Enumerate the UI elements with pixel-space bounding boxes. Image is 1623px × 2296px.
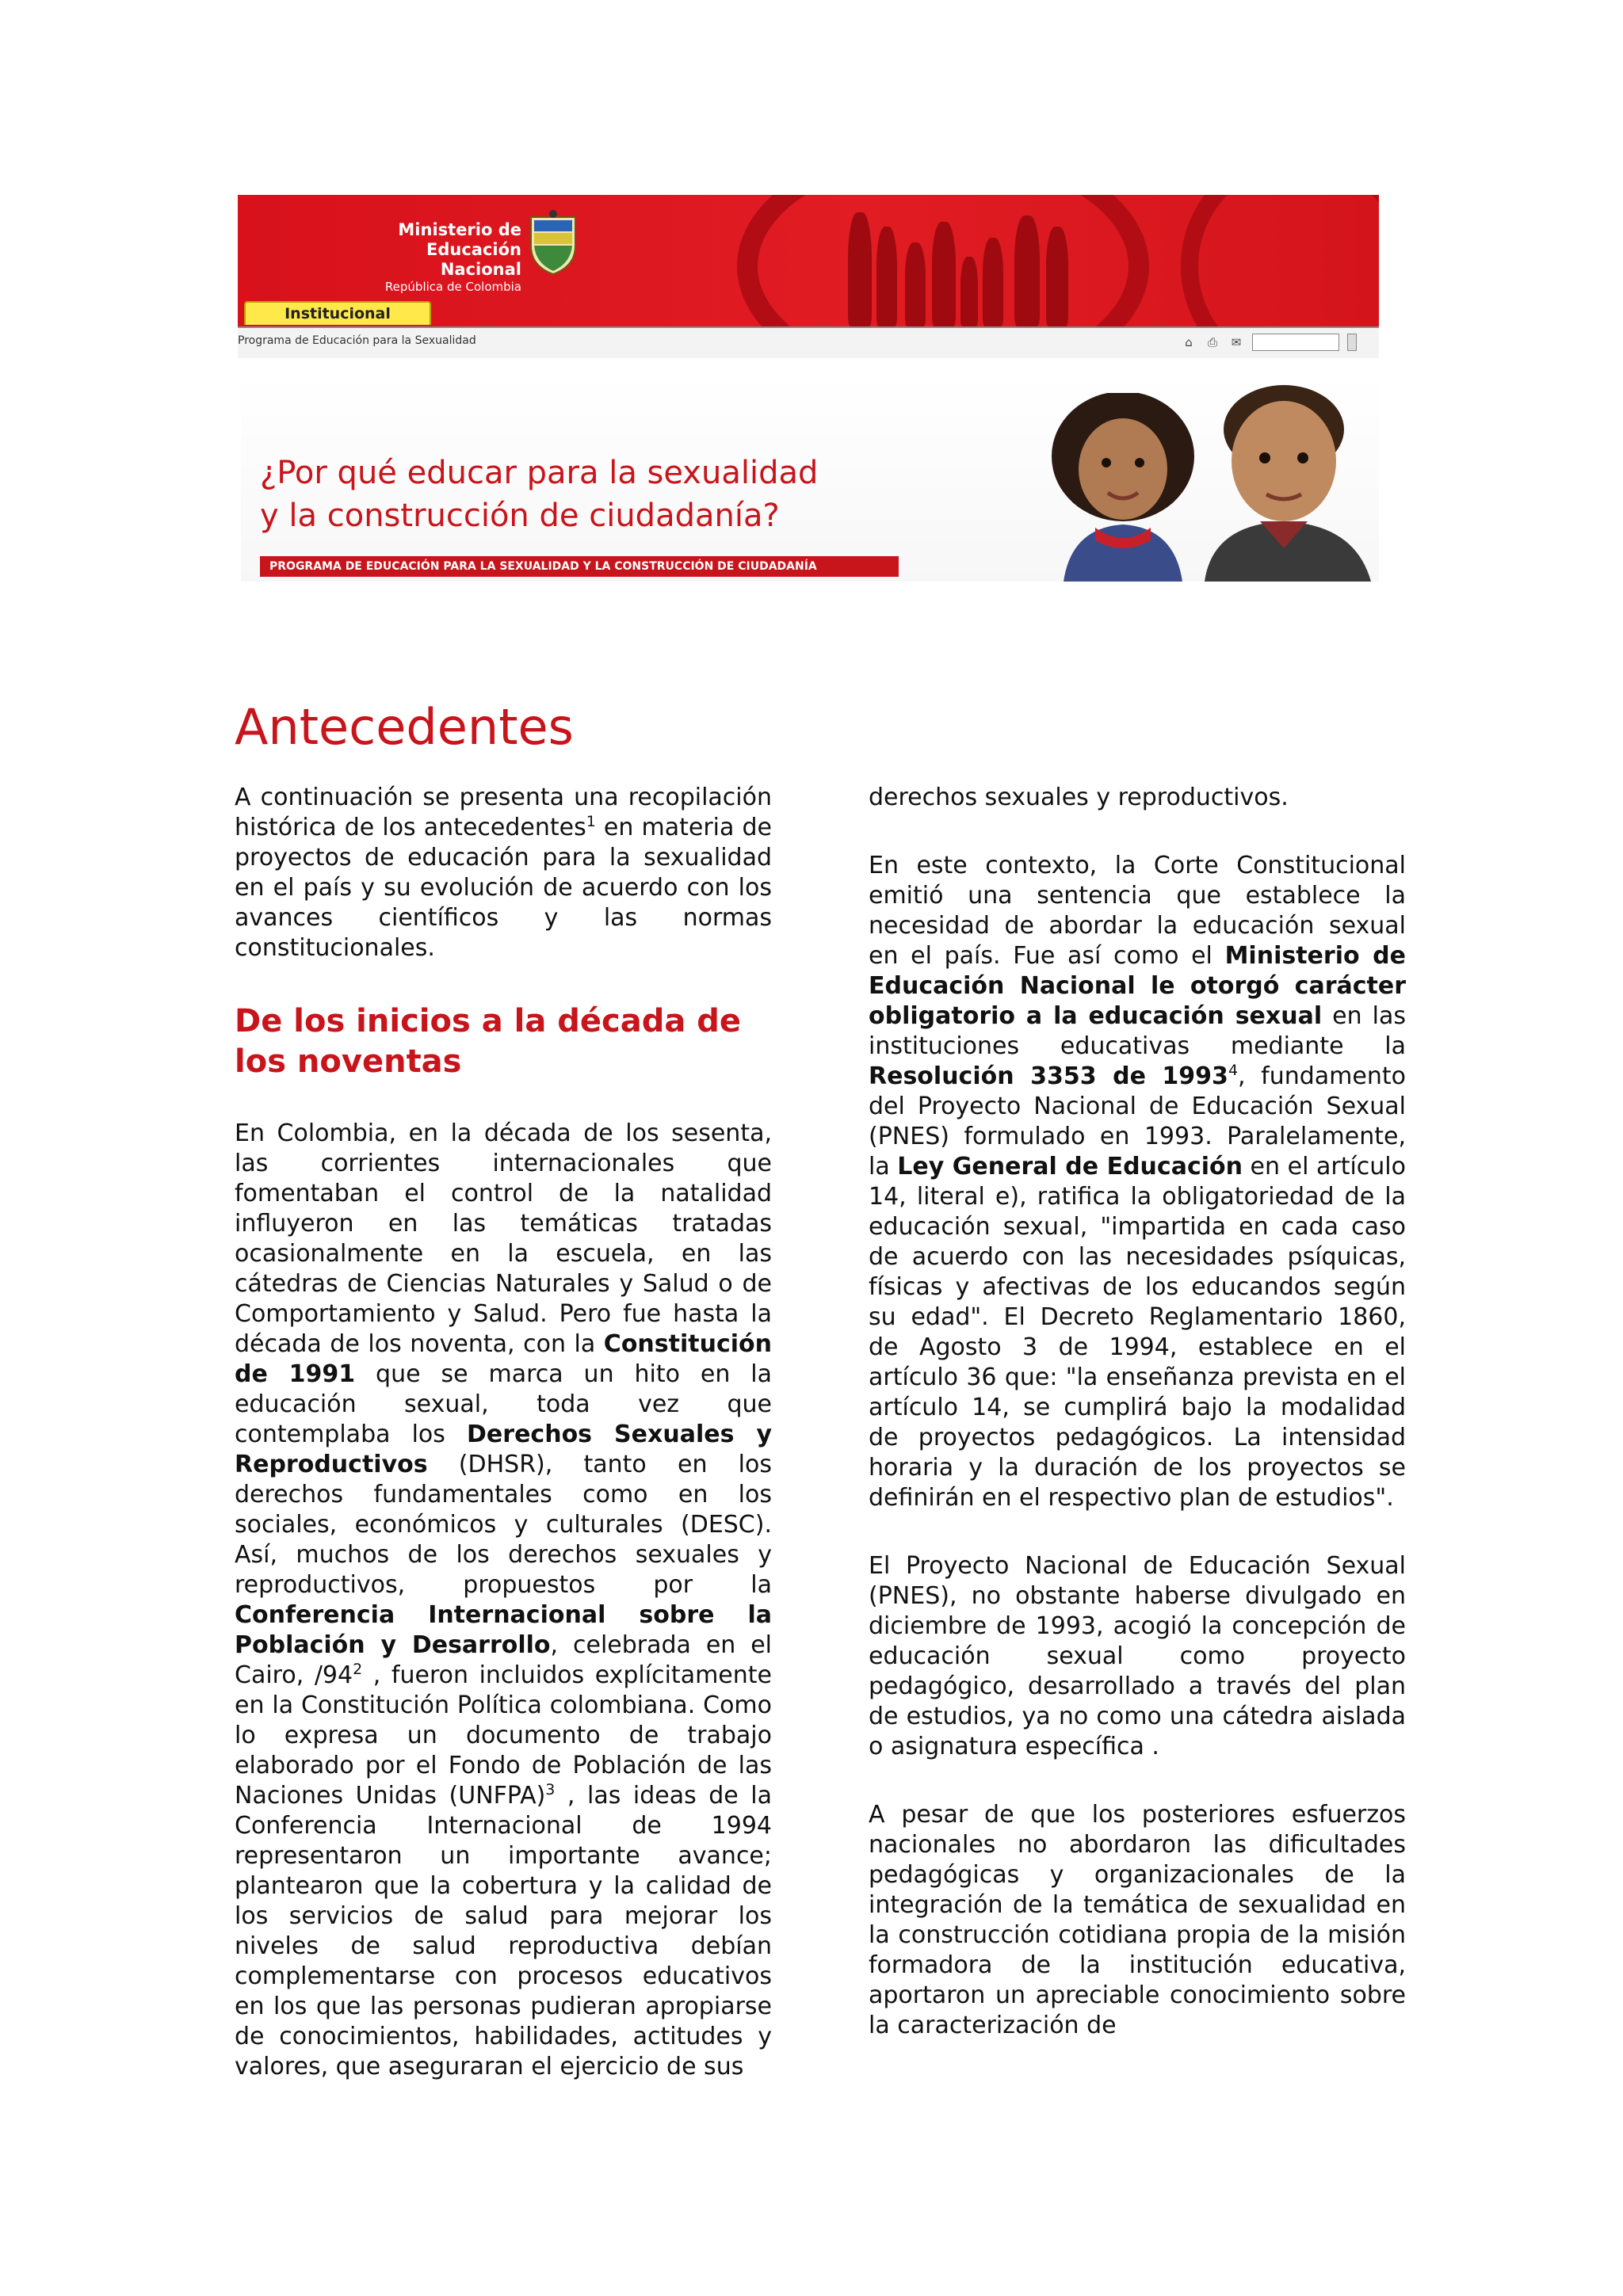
ministry-logo-text [347,220,521,294]
right-column [869,783,1406,2079]
section-heading: De los inicios a la década de los noventas [235,1003,742,1080]
banner-title-line2: y la construcción de ciudadanía? [260,498,780,534]
coat-of-arms-icon [526,209,580,276]
child-girl-photo [1040,393,1206,582]
ministry-name-line2: Educación Nacional [426,240,521,279]
decorative-arc [1181,195,1379,326]
toolbar-tools [1181,334,1357,351]
page-title: Antecedentes [235,698,574,756]
breadcrumb[interactable]: Programa de Educación para la Sexualidad [238,334,476,347]
footnote-ref[interactable]: 1 [586,813,596,830]
child-boy-photo [1189,382,1379,582]
ministry-header-banner [238,195,1379,358]
footnote-ref[interactable]: 2 [353,1661,363,1678]
program-banner [241,374,1379,582]
body-paragraph: En este contexto, la Corte Constitucional emitió una sentencia que establece la necesidad de abordar la educación sexual en el país. Fue así como el Ministerio de Educación Nacional le otorgó carácter obligatorio a la educación sexual en las instituciones educativas mediante la Resolución 3353 de 1993$^4$, fundamento del Proyecto Nacional de Educación Sexual (PNES) formulado en 1993. Paralelamente, la Ley General de Educación en el artículo 14, literal e), ratifica la obligatoriedad de la educación sexual, "impartida en cada caso de acuerdo con las necesidades psíquicas, físicas y afectivas de los educandos según su edad". El Decreto Reglamentario 1860, de Agosto 3 de 1994, establece en el artículo 36 que: "la enseñanza prevista en el artículo 14, se cumplirá bajo la modalidad de proyectos pedagógicos. La intensidad horaria y la duración de los proyectos se definirán en el respectivo plan de estudios". [869,852,1406,1512]
body-paragraph: El Proyecto Nacional de Educación Sexual (PNES), no obstante haberse divulgado en diciembre de 1993, acogió la concepción de educación sexual como proyecto pedagógico, desarrollado a través del plan de estudios, ya no como una cátedra aislada o asignatura específica . [869,1552,1406,1760]
banner-title-line1: ¿Por qué educar para la sexualidad [260,455,819,491]
intro-paragraph: A continuación se presenta una recopilación histórica de los antecedentes$^1$ en materia de proyectos de educación para la sexualidad en el país y su evolución de acuerdo con los avances científicos y las normas constitucionales. [235,784,772,962]
left-column [235,783,772,2120]
body-paragraph: En Colombia, en la década de los sesenta, las corrientes internacionales que fomentaban el control de la natalidad influyeron en las temáticas tratadas ocasionalmente en la escuela, en las cátedras de Ciencias Naturales y Salud o de Comportamiento y Salud. Pero fue hasta la década de los noventa, con la Constitución de 1991 que se marca un hito en la educación sexual, toda vez que contemplaba los Derechos Sexuales y Reproductivos (DHSR), tanto en los derechos fundamentales como en los sociales, económicos y culturales (DESC). Así, muchos de los derechos sexuales y reproductivos, propuestos por la Conferencia Internacional sobre la Población y Desarrollo, celebrada en el Cairo, $/94^2$ , fueron incluidos explícitamente en la Constitución Política colombiana. Como lo expresa un documento de trabajo elaborado por el Fondo de Población de las Naciones Unidas (UNFPA)$^3$ , las ideas de la Conferencia Internacional de 1994 representaron un importante avance; plantearon que la cobertura y la calidad de los servicios de salud para mejorar los niveles de salud reproductiva debían complementarse con procesos educativos en los que las personas pudieran apropiarse de conocimientos, habilidades, actitudes y valores, que aseguraran el ejercicio de sus [235,1119,772,2081]
body-paragraph: A pesar de que los posteriores esfuerzos nacionales no abordaron las dificultades pedagógicas y organizacionales de la integración de la temática de sexualidad en la construcción cotidiana propia de la misión formadora de la institución educativa, aportaron un apreciable conocimiento sobre la caracterización de [869,1801,1406,2039]
header-toolbar [238,326,1379,358]
search-go-button[interactable] [1347,334,1357,351]
print-icon[interactable]: ⎙ [1207,335,1217,349]
ministry-name-line1: Ministerio de [398,220,521,239]
banner-title [260,452,941,537]
body-paragraph: derechos sexuales y reproductivos. [869,784,1289,811]
mail-icon[interactable]: ✉ [1231,335,1242,349]
home-icon[interactable]: ⌂ [1185,335,1193,349]
program-name-strip: PROGRAMA DE EDUCACIÓN PARA LA SEXUALIDAD Y LA CONSTRUCCIÓN DE CIUDADANÍA [260,556,899,577]
tab-institucional[interactable]: Institucional [244,301,431,325]
ministry-country: República de Colombia [384,280,521,294]
search-input[interactable] [1252,334,1339,351]
header-red-area [238,195,1379,326]
footnote-ref[interactable]: 3 [545,1781,556,1798]
footnote-ref[interactable]: 4 [1228,1062,1239,1079]
